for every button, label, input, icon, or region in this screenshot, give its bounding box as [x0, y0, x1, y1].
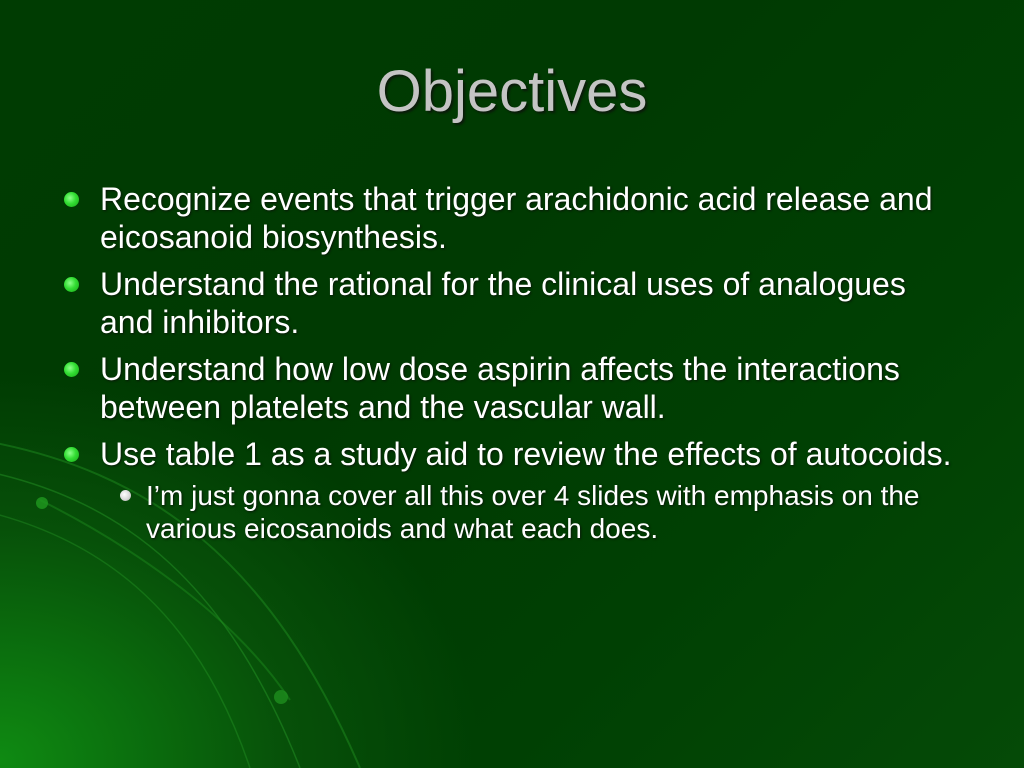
decorative-dot — [274, 690, 288, 704]
list-item — [60, 350, 960, 426]
list-item — [60, 265, 960, 341]
bullet-text: Understand how low dose aspirin affects the interactions between platelets and the vascular wall. — [100, 351, 900, 425]
objectives-list — [60, 180, 960, 554]
bullet-text: Understand the rational for the clinical uses of analogues and inhibitors. — [100, 266, 906, 340]
bullet-icon — [64, 447, 79, 462]
slide-title: Objectives — [376, 59, 648, 124]
sub-list — [100, 479, 960, 545]
list-item — [60, 180, 960, 256]
bullet-icon — [64, 192, 79, 207]
bullet-text: Use table 1 as a study aid to review the effects of autocoids. — [100, 436, 952, 472]
decorative-dot — [36, 497, 48, 509]
bullet-icon — [64, 362, 79, 377]
bullet-text: Recognize events that trigger arachidonic acid release and eicosanoid biosynthesis. — [100, 181, 933, 255]
sub-bullet-icon — [120, 490, 131, 501]
list-item — [60, 435, 960, 545]
sub-list-item — [100, 479, 960, 545]
sub-bullet-text: I’m just gonna cover all this over 4 slides with emphasis on the various eicosanoids and what each does. — [146, 480, 920, 544]
bullet-icon — [64, 277, 79, 292]
